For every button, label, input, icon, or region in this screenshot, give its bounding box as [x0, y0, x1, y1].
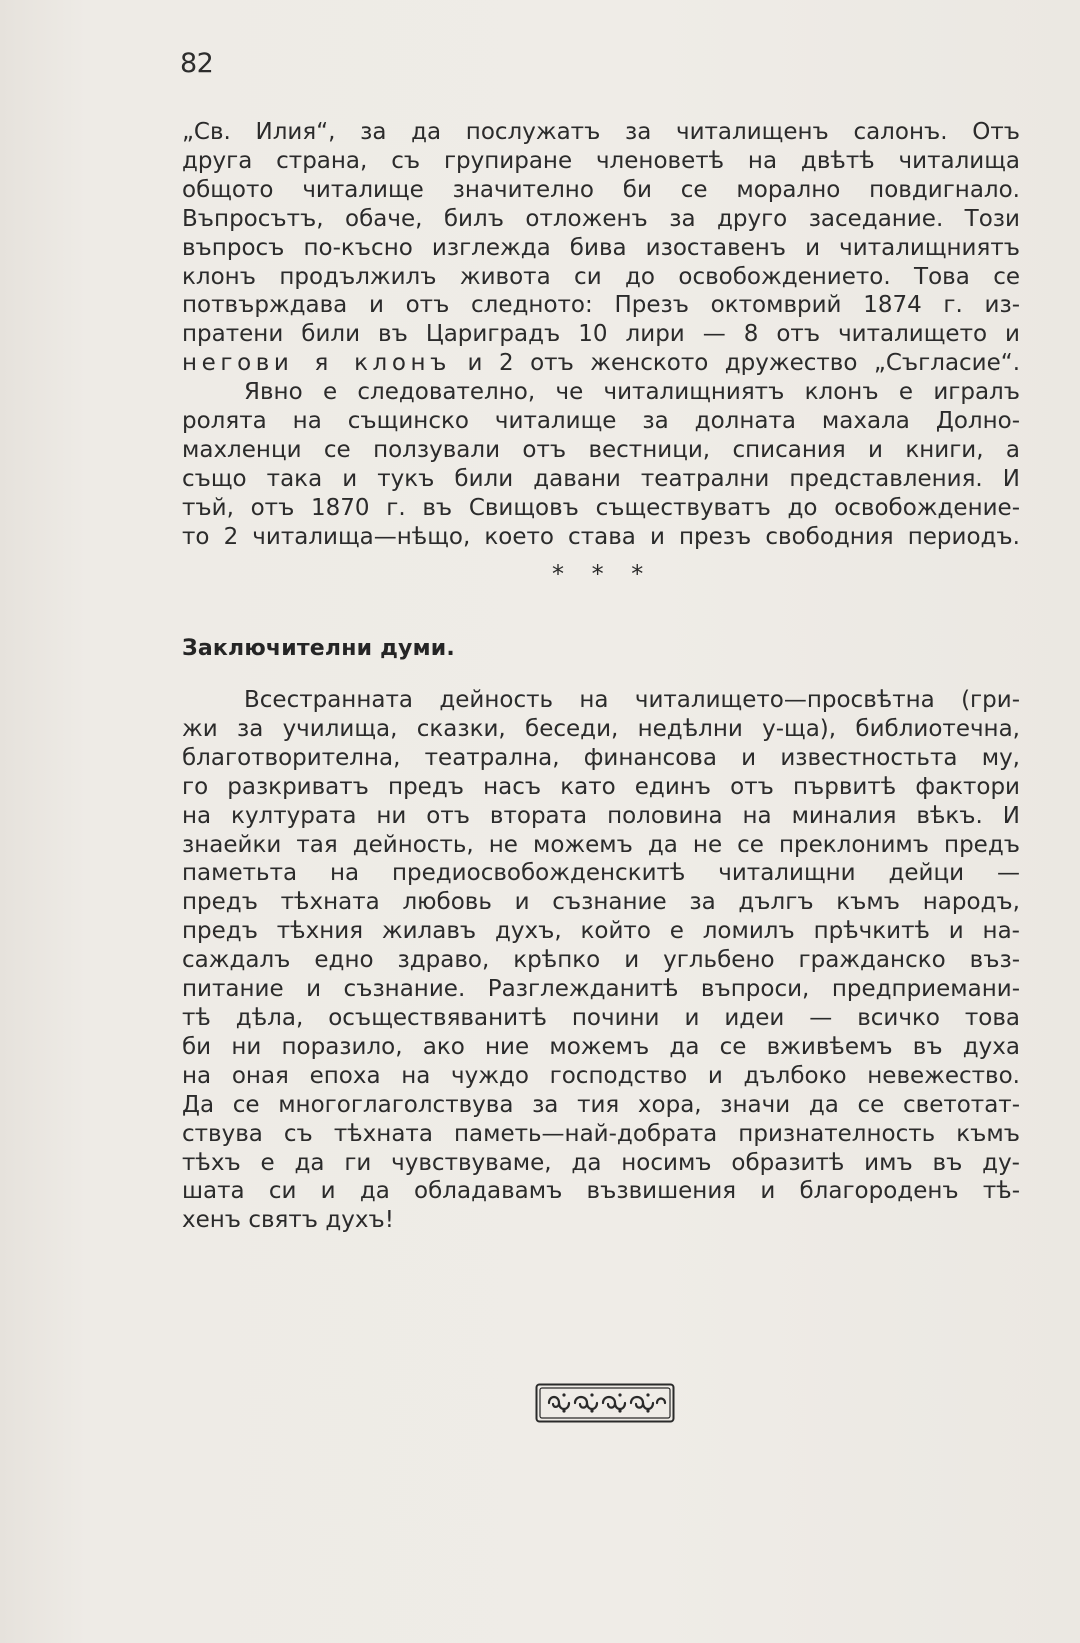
text-line-tail: и 2 отъ женското дружество „Съгласие“. [467, 350, 1021, 377]
text-line: пратени били въ Цариградъ 10 лири — 8 отъ читалището и [182, 321, 1020, 348]
decorative-ornament-icon [535, 1383, 675, 1423]
separator-asterisks: * * * [552, 560, 654, 588]
section-heading: Заключителни думи. [182, 636, 455, 661]
text-line: жи за училища, сказки, беседи, недѣлни у-ща), библиотечна, [182, 715, 1020, 742]
text-line: Въпросътъ, обаче, билъ отложенъ за друго заседание. Този [182, 205, 1020, 232]
text-line: Всестранната дейность на читалището—просвѣтна (гри- [244, 687, 1020, 713]
text-line: питание и съзнание. Разглежданитѣ въпроси, предприемани- [182, 976, 1020, 1003]
text-line: шата си и да обладавамъ възвишения и благороденъ тѣ- [182, 1178, 1020, 1205]
text-line: знаейки тая дейность, не можемъ да не се преклонимъ предъ [182, 831, 1020, 858]
text-line: въпросъ по-късно изглежда бива изоставенъ и читалищниятъ [182, 234, 1020, 261]
text-line: хенъ святъ духъ! [182, 1207, 394, 1234]
text-line [182, 349, 1020, 378]
spaced-emphasis: негови я клонъ [182, 350, 452, 377]
text-line: потвърждава и отъ следното: Презъ октомврий 1874 г. из- [182, 292, 1020, 319]
text-line: го разкриватъ предъ насъ като единъ отъ първитѣ фактори [182, 773, 1020, 800]
text-line: клонъ продължилъ живота си до освобождението. Това се [182, 263, 1020, 290]
text-line: благотворителна, театрална, финансова и известностьта му, [182, 744, 1020, 771]
page-number: 82 [180, 48, 214, 79]
paragraph-3 [182, 686, 1020, 1235]
text-line: „Св. Илия“, за да послужатъ за читалищенъ салонъ. Отъ [182, 119, 1020, 145]
text-line: то 2 читалища—нѣщо, което става и презъ свободния периодъ. [182, 523, 1020, 550]
text-line: паметьта на предиосвобожденскитѣ читалищни дейци — [182, 860, 1020, 887]
text-line: общото читалище значително би се морално повдигнало. [182, 176, 1020, 203]
text-line: тѣхъ е да ги чувствуваме, да носимъ образитѣ имъ въ ду- [182, 1149, 1020, 1176]
text-line: тѣ дѣла, осъществяванитѣ почини и идеи — всичко това [182, 1004, 1020, 1031]
text-line: също така и тукъ били давани театрални представления. И [182, 465, 1020, 492]
text-line: на културата ни отъ втората половина на миналия вѣкъ. И [182, 802, 1020, 829]
text-line: Да се многоглаголствува за тия хора, значи да се светотат- [182, 1091, 1020, 1118]
text-line: тъй, отъ 1870 г. въ Свищовъ съществуватъ до освобождение- [182, 494, 1020, 521]
paragraph-1 [182, 118, 1020, 552]
text-line: друга страна, съ групиране членоветѣ на двѣтѣ читалища [182, 147, 1020, 174]
text-line: махленци се ползували отъ вестници, списания и книги, а [182, 436, 1020, 463]
text-line: ствува съ тѣхната паметь—най-добрата признателность къмъ [182, 1120, 1020, 1147]
text-line: предъ тѣхната любовь и съзнание за дългъ къмъ народъ, [182, 889, 1020, 916]
text-line: ролята на същинско читалище за долната махала Долно- [182, 408, 1020, 435]
section-separator [552, 560, 654, 615]
text-line: предъ тѣхния жилавъ духъ, който е ломилъ прѣчкитѣ и на- [182, 918, 1020, 945]
text-line: саждалъ едно здраво, крѣпко и угльбено гражданско въз- [182, 947, 1020, 974]
text-line: би ни поразило, ако ние можемъ да се вживѣемъ въ духа [182, 1033, 1020, 1060]
text-line: Явно е следователно, че читалищниятъ клонъ е игралъ [244, 379, 1020, 406]
text-line: на оная епоха на чуждо господство и дълбоко невежество. [182, 1062, 1020, 1089]
